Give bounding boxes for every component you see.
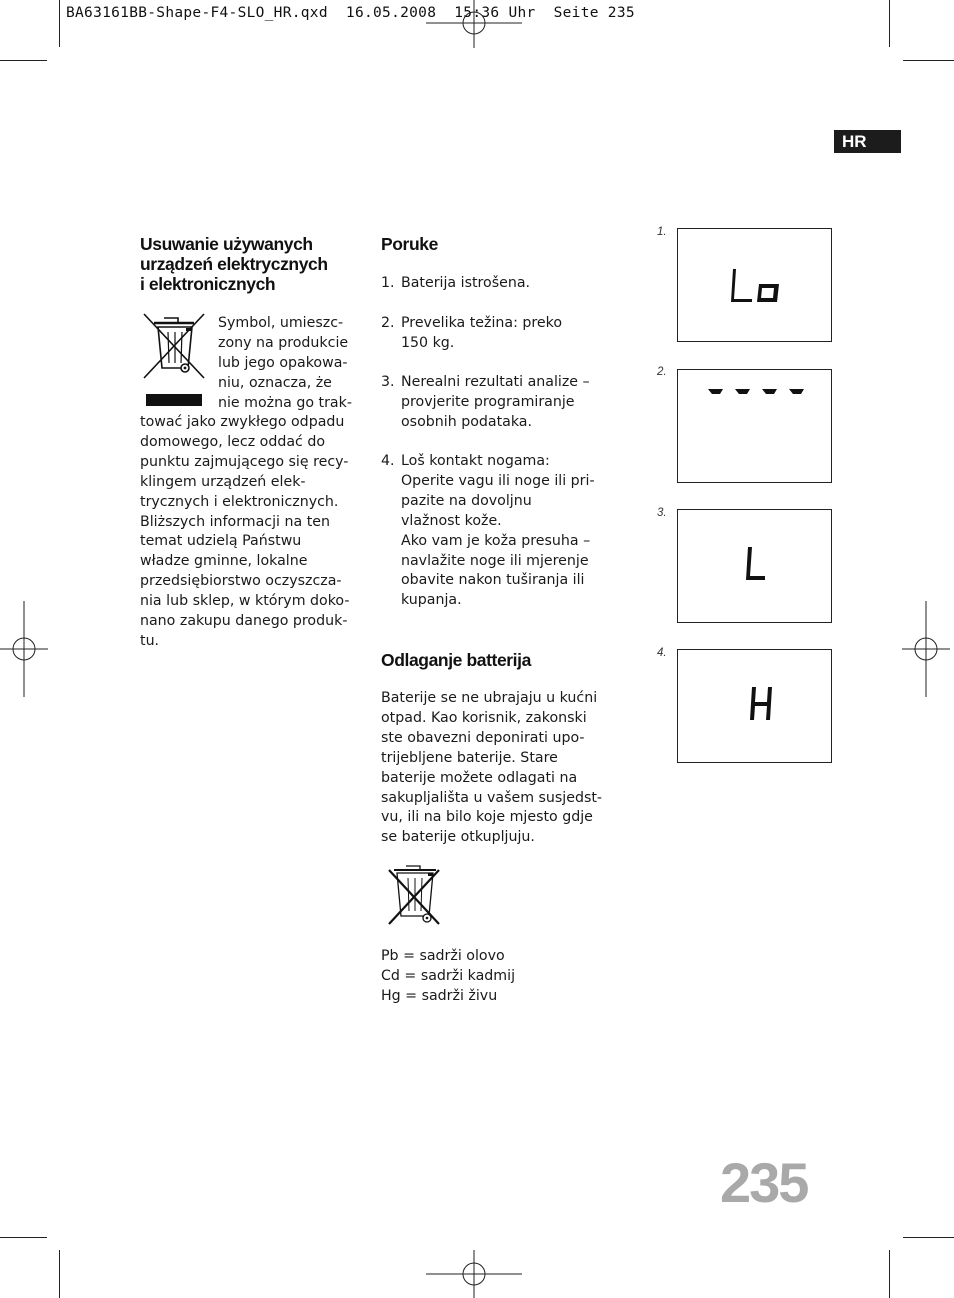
text-line: domowego, lecz oddać do (140, 433, 326, 450)
text-line: nia lub sklep, w którym doko- (140, 593, 350, 610)
crop-mark (903, 60, 954, 61)
text-line: vu, ili na bilo koje mjesto gdje (381, 809, 593, 826)
lcd-lo-glyph (678, 229, 833, 343)
weee-section-title (140, 234, 355, 294)
text-line: klingem urządzeń elek- (140, 473, 306, 490)
messages-section-title: Poruke (381, 234, 438, 254)
text-line: temat udzielą Państwu (140, 533, 302, 550)
text-line: Ako vam je koža presuha – (401, 532, 591, 549)
display-panel-h (677, 649, 832, 763)
text-line: osobnih podataka. (401, 413, 533, 430)
text-line: Baterija istrošena. (401, 275, 531, 291)
panel-label: 3. (657, 507, 667, 519)
text-line: obavite nakon tuširanja ili (401, 572, 585, 589)
message-text (401, 373, 596, 433)
text-line: Baterije se ne ubrajaju u kućni (381, 690, 598, 706)
text-line: ste obavezni deponirati upo- (381, 729, 585, 746)
panel-label: 1. (657, 226, 667, 238)
text-line: 150 kg. (401, 334, 455, 351)
message-number: 3. (381, 374, 395, 390)
crop-mark (59, 1250, 60, 1298)
text-line: otpad. Kao korisnik, zakonski (381, 709, 587, 726)
display-panel-lo (677, 228, 832, 342)
battery-paragraph (381, 689, 606, 848)
message-text (401, 314, 596, 354)
registration-mark-left (0, 601, 48, 697)
battery-section-title: Odlaganje batterija (381, 650, 531, 670)
message-item (381, 274, 596, 294)
text-line: pazite na dovoljnu (401, 492, 532, 509)
weee-crossed-bin-icon (140, 310, 210, 410)
crop-mark (0, 60, 47, 61)
message-number: 2. (381, 315, 395, 331)
weee-paragraph (140, 413, 365, 652)
text-line: lub jego opakowa- (218, 354, 348, 371)
title-line: urządzeń elektrycznych (140, 254, 328, 274)
text-line: se baterije otkupljuju. (381, 829, 535, 846)
text-line: tować jako zwykłego odpadu (140, 414, 345, 430)
text-line: Symbol, umieszc- (218, 315, 344, 331)
legend-line: Hg = sadrži živu (381, 987, 498, 1004)
message-text (401, 452, 596, 611)
message-number: 4. (381, 453, 395, 469)
battery-chemical-legend (381, 947, 596, 1007)
text-line: nano zakupu danego produk- (140, 613, 348, 630)
registration-mark-top (426, 0, 522, 48)
panel-label: 4. (657, 647, 667, 659)
message-item (381, 373, 596, 433)
lcd-h-glyph (678, 650, 833, 764)
text-line: vlažnost kože. (401, 512, 502, 529)
text-line: baterije možete odlagati na (381, 769, 578, 786)
panel-label: 2. (657, 366, 667, 378)
registration-mark-bottom (426, 1250, 522, 1298)
text-line: Bliższych informacji na ten (140, 513, 330, 530)
crop-mark (903, 1237, 954, 1238)
message-item (381, 452, 596, 611)
message-text (401, 274, 596, 294)
title-line: Usuwanie używanych (140, 234, 313, 254)
title-line: i elektronicznych (140, 274, 276, 294)
legend-line: Cd = sadrži kadmij (381, 967, 516, 984)
text-line: punktu zajmującego się recy- (140, 453, 349, 470)
crop-mark (59, 0, 60, 47)
legend-line: Pb = sadrži olovo (381, 948, 505, 964)
text-line: Operite vagu ili noge ili pri- (401, 472, 595, 489)
registration-mark-right (902, 601, 950, 697)
battery-crossed-bin-icon (386, 860, 442, 928)
text-line: zony na produkcie (218, 334, 349, 351)
text-line: kupanja. (401, 592, 462, 609)
text-line: trijebljene baterije. Stare (381, 749, 558, 766)
text-line: niu, oznacza, że (218, 374, 332, 391)
crop-mark (889, 0, 890, 47)
text-line: przedsiębiorstwo oczyszcza- (140, 573, 342, 590)
text-line: Loš kontakt nogama: (401, 453, 550, 469)
page-number: 235 (720, 1151, 808, 1214)
text-line: sakupljališta u vašem susjedst- (381, 789, 603, 806)
text-line: władze gminne, lokalne (140, 553, 308, 570)
text-line: nie można go trak- (218, 394, 352, 411)
text-line: Prevelika težina: preko (401, 315, 563, 331)
display-panel-dashes (677, 369, 832, 483)
text-line: trycznych i elektronicznych. (140, 493, 339, 510)
crop-mark (0, 1237, 47, 1238)
print-header: BA63161BB-Shape-F4-SLO_HR.qxd 16.05.2008 15:36 Uhr Seite 235 (66, 5, 635, 21)
message-number: 1. (381, 275, 395, 291)
crop-mark (889, 1250, 890, 1298)
text-line: Nerealni rezultati analize – (401, 374, 590, 390)
message-item (381, 314, 596, 354)
text-line: provjerite programiranje (401, 393, 575, 410)
weee-paragraph-wrapped (218, 314, 358, 414)
lcd-l-glyph (678, 510, 833, 624)
lcd-dashes-glyph (678, 370, 833, 484)
display-panel-l (677, 509, 832, 623)
text-line: tu. (140, 632, 160, 649)
text-line: navlažite noge ili mjerenje (401, 552, 589, 569)
language-badge: HR (834, 130, 901, 153)
